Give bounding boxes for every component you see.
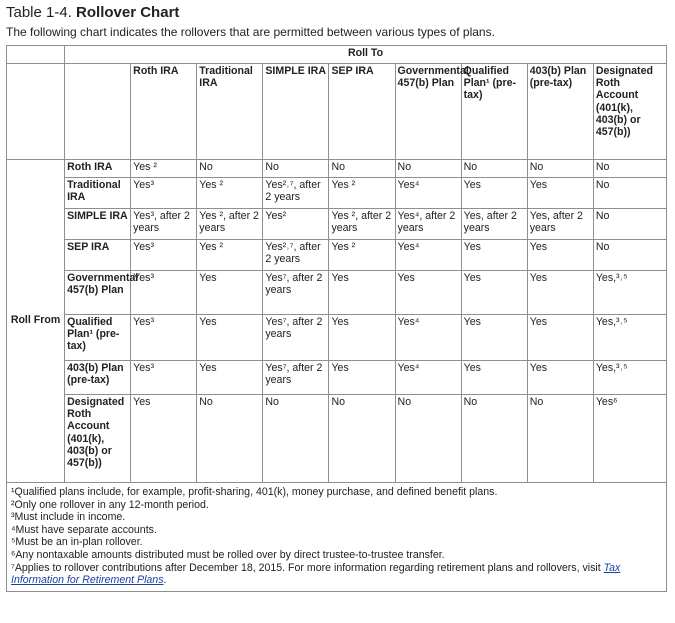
row-header: Designated Roth Account (401(k), 403(b) or 457(b)) bbox=[65, 395, 131, 483]
table-cell: Yes bbox=[461, 178, 527, 209]
table-cell: Yes bbox=[527, 361, 593, 395]
table-cell: Yes,³˒⁵ bbox=[593, 315, 666, 361]
table-cell: Yes bbox=[527, 240, 593, 271]
table-cell: Yes bbox=[527, 178, 593, 209]
footnote: ⁴Must have separate accounts. bbox=[11, 523, 157, 536]
column-header: SIMPLE IRA bbox=[263, 64, 329, 160]
table-cell: No bbox=[197, 395, 263, 483]
table-cell: No bbox=[593, 240, 666, 271]
table-cell: Yes² bbox=[263, 209, 329, 240]
table-cell: No bbox=[395, 160, 461, 178]
table-cell: Yes bbox=[461, 271, 527, 315]
table-cell: Yes bbox=[329, 361, 395, 395]
footnote: ²Only one rollover in any 12-month period. bbox=[11, 498, 209, 511]
column-header: Governmental 457(b) Plan bbox=[395, 64, 461, 160]
table-cell: Yes bbox=[395, 271, 461, 315]
table-cell: Yes⁶ bbox=[593, 395, 666, 483]
column-header: 403(b) Plan (pre-tax) bbox=[527, 64, 593, 160]
retirement-plans-link[interactable]: Tax Information for Retirement Plans bbox=[11, 561, 621, 587]
table-cell: Yes⁴ bbox=[395, 178, 461, 209]
corner-cell bbox=[65, 64, 131, 160]
row-header: SIMPLE IRA bbox=[65, 209, 131, 240]
table-cell: Yes bbox=[527, 315, 593, 361]
table-cell: Yes bbox=[197, 361, 263, 395]
table-cell: No bbox=[263, 395, 329, 483]
row-header: 403(b) Plan (pre-tax) bbox=[65, 361, 131, 395]
row-header: Qualified Plan¹ (pre-tax) bbox=[65, 315, 131, 361]
table-cell: No bbox=[329, 395, 395, 483]
table-cell: No bbox=[593, 160, 666, 178]
table-cell: Yes⁴, after 2 years bbox=[395, 209, 461, 240]
table-cell: Yes³ bbox=[131, 361, 197, 395]
table-cell: Yes ², after 2 years bbox=[329, 209, 395, 240]
corner-cell bbox=[7, 64, 65, 160]
table-cell: Yes,³˒⁵ bbox=[593, 271, 666, 315]
table-cell: Yes³, after 2 years bbox=[131, 209, 197, 240]
table-cell: Yes bbox=[461, 315, 527, 361]
roll-to-header: Roll To bbox=[65, 46, 667, 64]
table-cell: Yes⁷, after 2 years bbox=[263, 271, 329, 315]
table-cell: Yes³ bbox=[131, 178, 197, 209]
table-cell: Yes bbox=[461, 361, 527, 395]
footnote: ⁶Any nontaxable amounts distributed must be rolled over by direct trustee-to-trustee transfer. bbox=[11, 548, 445, 561]
footnote: ³Must include in income. bbox=[11, 511, 126, 524]
footnotes bbox=[7, 483, 667, 592]
table-cell: No bbox=[395, 395, 461, 483]
table-cell: Yes bbox=[329, 271, 395, 315]
row-header: Traditional IRA bbox=[65, 178, 131, 209]
table-cell: Yes bbox=[131, 395, 197, 483]
table-cell: Yes ² bbox=[197, 178, 263, 209]
table-cell: Yes,³˒⁵ bbox=[593, 361, 666, 395]
table-cell: Yes ² bbox=[329, 178, 395, 209]
column-header: Traditional IRA bbox=[197, 64, 263, 160]
table-cell: No bbox=[263, 160, 329, 178]
table-cell: No bbox=[197, 160, 263, 178]
row-header: Roth IRA bbox=[65, 160, 131, 178]
column-header: Qualified Plan¹ (pre-tax) bbox=[461, 64, 527, 160]
table-cell: No bbox=[461, 160, 527, 178]
table-caption bbox=[6, 4, 667, 22]
column-header: SEP IRA bbox=[329, 64, 395, 160]
table-cell: No bbox=[329, 160, 395, 178]
table-cell: Yes, after 2 years bbox=[527, 209, 593, 240]
table-cell: Yes, after 2 years bbox=[461, 209, 527, 240]
table-cell: Yes bbox=[197, 315, 263, 361]
table-cell: Yes²˒⁷, after 2 years bbox=[263, 178, 329, 209]
table-title: Rollover Chart bbox=[76, 4, 180, 21]
table-cell: Yes ² bbox=[329, 240, 395, 271]
table-cell: Yes ² bbox=[131, 160, 197, 178]
intro-text: The following chart indicates the rollovers that are permitted between various types of plans. bbox=[6, 25, 495, 39]
table-cell: Yes bbox=[329, 315, 395, 361]
footnote-text: ⁷Applies to rollover contributions after December 18, 2015. For more information regarding retirement plans and rollovers, visit bbox=[11, 561, 604, 574]
row-header: Governmental 457(b) Plan bbox=[65, 271, 131, 315]
table-cell: Yes bbox=[197, 271, 263, 315]
table-cell: Yes³ bbox=[131, 271, 197, 315]
footnote: ¹Qualified plans include, for example, profit-sharing, 401(k), money purchase, and defined benefit plans. bbox=[11, 486, 498, 498]
table-cell: Yes⁴ bbox=[395, 361, 461, 395]
table-cell: Yes ² bbox=[197, 240, 263, 271]
table-cell: Yes⁴ bbox=[395, 315, 461, 361]
table-cell: Yes³ bbox=[131, 315, 197, 361]
roll-from-header: Roll From bbox=[7, 160, 65, 483]
table-cell: Yes³ bbox=[131, 240, 197, 271]
table-cell: No bbox=[527, 395, 593, 483]
column-header: Designated Roth Account (401(k), 403(b) or 457(b)) bbox=[593, 64, 666, 160]
table-cell: No bbox=[527, 160, 593, 178]
table-cell: Yes⁴ bbox=[395, 240, 461, 271]
column-header: Roth IRA bbox=[131, 64, 197, 160]
table-cell: Yes²˒⁷, after 2 years bbox=[263, 240, 329, 271]
corner-cell bbox=[7, 46, 65, 64]
table-cell: No bbox=[593, 178, 666, 209]
rollover-chart-table bbox=[6, 45, 667, 592]
footnote-end: . bbox=[163, 574, 167, 587]
footnote: ⁵Must be an in-plan rollover. bbox=[11, 536, 143, 549]
table-cell: Yes bbox=[461, 240, 527, 271]
table-cell: Yes bbox=[527, 271, 593, 315]
row-header: SEP IRA bbox=[65, 240, 131, 271]
table-cell: Yes⁷, after 2 years bbox=[263, 361, 329, 395]
table-cell: No bbox=[593, 209, 666, 240]
table-cell: No bbox=[461, 395, 527, 483]
table-cell: Yes⁷, after 2 years bbox=[263, 315, 329, 361]
footnote-last bbox=[11, 562, 662, 587]
table-number: Table 1-4. bbox=[6, 4, 72, 21]
table-cell: Yes ², after 2 years bbox=[197, 209, 263, 240]
